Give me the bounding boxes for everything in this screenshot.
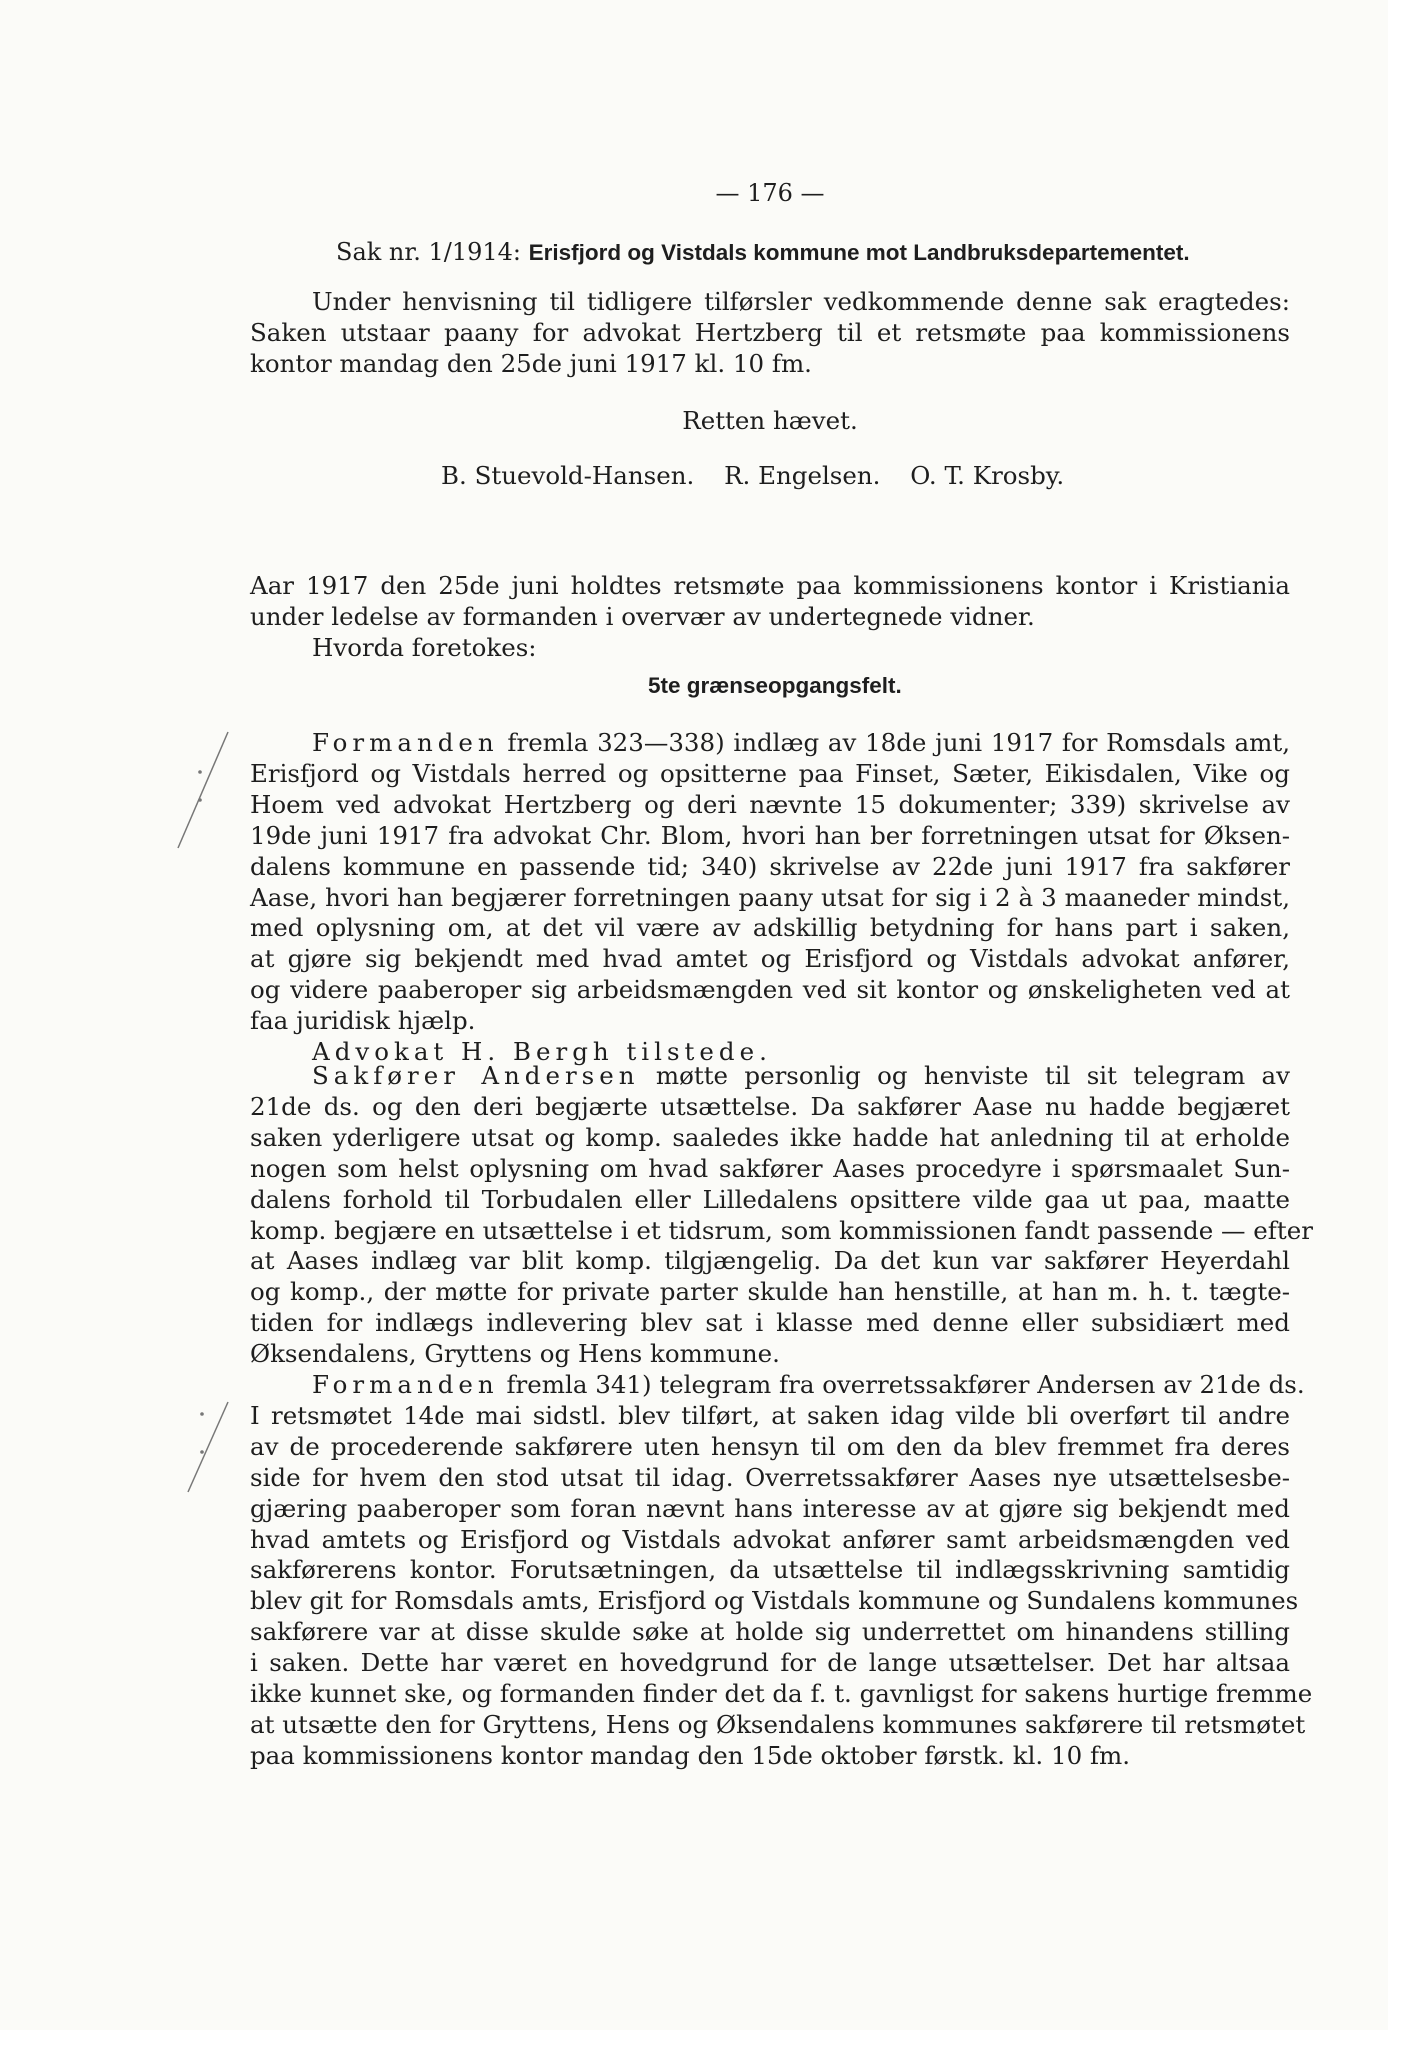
text-line xyxy=(250,1061,1290,1092)
pencil-margin-mark xyxy=(170,720,240,860)
text-line: at Aases indlæg var blit komp. tilgjængelig. Da det kun var sakfører Heyerdahl xyxy=(250,1246,1290,1276)
text-line: Øksendalens, Gryttens og Hens kommune. xyxy=(250,1339,780,1369)
text-line: sakførere var at disse skulde søke at holde sig underrettet om hinandens stilling xyxy=(250,1617,1290,1647)
signatory: B. Stuevold-Hansen. xyxy=(441,461,695,490)
meeting-paragraph xyxy=(250,571,1290,664)
text-line: Under henvisning til tidligere tilførsler vedkommende denne sak eragtedes: xyxy=(312,287,1290,316)
text-line: Saken utstaar paany for advokat Hertzberg til et retsmøte paa kommissionens xyxy=(250,317,1290,347)
text-line: faa juridisk hjælp. xyxy=(250,1006,476,1036)
case-heading xyxy=(336,238,1190,266)
text-line: paa kommissionens kontor mandag den 15de oktober førstk. kl. 10 fm. xyxy=(250,1740,1131,1770)
text-line xyxy=(250,728,1290,759)
spaced-name: Formanden xyxy=(312,728,499,757)
text-span: fremla 341) telegram fra overretssakfører Andersen av 21de ds. xyxy=(498,1370,1305,1399)
paragraph-formanden-1 xyxy=(250,728,1290,1068)
text-line: komp. begjære en utsættelse i et tidsrum, som kommissionen fandt passende — efter xyxy=(250,1215,1313,1245)
retten-haevet: Retten hævet. xyxy=(682,406,858,435)
text-line: at utsætte den for Gryttens, Hens og Øksendalens kommunes sakførere til retsmøtet xyxy=(250,1709,1306,1739)
text-line: Aar 1917 den 25de juni holdtes retsmøte paa kommissionens kontor i Kristiania xyxy=(250,571,1290,600)
text-line: dalens kommune en passende tid; 340) skrivelse av 22de juni 1917 fra sakfører xyxy=(250,851,1290,881)
text-line: Aase, hvori han begjærer forretningen paany utsat for sig i 2 à 3 maaneder mindst, xyxy=(250,882,1290,912)
text-line: blev git for Romsdals amts, Erisfjord og Vistdals kommune og Sundalens kommunes xyxy=(250,1586,1299,1616)
hvorda-line: Hvorda foretokes: xyxy=(312,632,537,662)
intro-paragraph xyxy=(250,287,1290,380)
text-line: at gjøre sig bekjendt med hvad amtet og Erisfjord og Vistdals advokat anfører, xyxy=(250,944,1290,974)
section-subheading: 5te grænseopgangsfelt. xyxy=(648,673,902,698)
text-line: side for hvem den stod utsat til idag. Overretssakfører Aases nye utsættelsesbe- xyxy=(250,1462,1290,1492)
text-line xyxy=(250,1370,1305,1401)
spaced-name: Formanden xyxy=(312,1370,499,1399)
text-line: Hoem ved advokat Hertzberg og deri nævnte 15 dokumenter; 339) skrivelse av xyxy=(250,789,1290,819)
text-line: og komp., der møtte for private parter skulde han henstille, at han m. h. t. tægte- xyxy=(250,1277,1290,1307)
text-line: I retsmøtet 14de mai sidstl. blev tilført, at saken idag vilde bli overført til andre xyxy=(250,1400,1290,1430)
text-line: av de procederende sakførere uten hensyn til om den da blev fremmet fra deres xyxy=(250,1431,1290,1461)
text-line: i saken. Dette har været en hovedgrund for de lange utsættelser. Det har altsaa xyxy=(250,1648,1290,1678)
page-number: — 176 — xyxy=(715,179,825,207)
text-line: ikke kunnet ske, og formanden finder det da f. t. gavnligst for sakens hurtige fremme xyxy=(250,1679,1313,1709)
text-line: dalens forhold til Torbudalen eller Lilledalens opsittere vilde gaa ut paa, maatte xyxy=(250,1184,1290,1214)
text-line: hvad amtets og Erisfjord og Vistdals advokat anfører samt arbeidsmængden ved xyxy=(250,1524,1290,1554)
text-line: med oplysning om, at det vil være av adskillig betydning for hans part i saken, xyxy=(250,913,1290,943)
signatory: O. T. Krosby. xyxy=(910,461,1065,490)
text-line: og videre paaberoper sig arbeidsmængden ved sit kontor og ønskeligheten ved at xyxy=(250,975,1290,1005)
signatories xyxy=(441,461,1086,490)
text-line: 21de ds. og den deri begjærte utsættelse. Da sakfører Aase nu hadde begjæret xyxy=(250,1091,1290,1121)
text-span: møtte personlig og henviste til sit telegram av xyxy=(639,1061,1291,1090)
signatory: R. Engelsen. xyxy=(724,461,881,490)
text-span: fremla 323—338) indlæg av 18de juni 1917 for Romsdals amt, xyxy=(498,728,1290,757)
case-number: Sak nr. 1/1914: xyxy=(336,238,521,266)
text-line: tiden for indlægs indlevering blev sat i klasse med denne eller subsidiært med xyxy=(250,1308,1290,1338)
text-line: Erisfjord og Vistdals herred og opsitterne paa Finset, Sæter, Eikisdalen, Vike og xyxy=(250,758,1290,788)
advokat-line: Advokat H. Bergh tilstede. xyxy=(312,1037,772,1067)
paragraph-formanden-2 xyxy=(250,1370,1313,1772)
case-title: Erisfjord og Vistdals kommune mot Landbruksdepartementet. xyxy=(528,240,1190,265)
text-line: nogen som helst oplysning om hvad sakfører Aases procedyre i spørsmaalet Sun- xyxy=(250,1153,1290,1183)
text-line: gjæring paaberoper som foran nævnt hans interesse av at gjøre sig bekjendt med xyxy=(250,1493,1290,1523)
text-line: 19de juni 1917 fra advokat Chr. Blom, hvori han ber forretningen utsat for Øksen- xyxy=(250,820,1290,850)
text-line: saken yderligere utsat og komp. saaledes ikke hadde hat anledning til at erholde xyxy=(250,1122,1290,1152)
text-line: under ledelse av formanden i overvær av undertegnede vidner. xyxy=(250,601,1035,631)
text-line: kontor mandag den 25de juni 1917 kl. 10 fm. xyxy=(250,348,812,378)
paragraph-andersen xyxy=(250,1061,1313,1370)
pencil-margin-mark xyxy=(180,1392,240,1502)
spaced-name: Sakfører Andersen xyxy=(312,1061,640,1090)
text-line: sakførerens kontor. Forutsætningen, da utsættelse til indlægsskrivning samtidig xyxy=(250,1555,1290,1585)
